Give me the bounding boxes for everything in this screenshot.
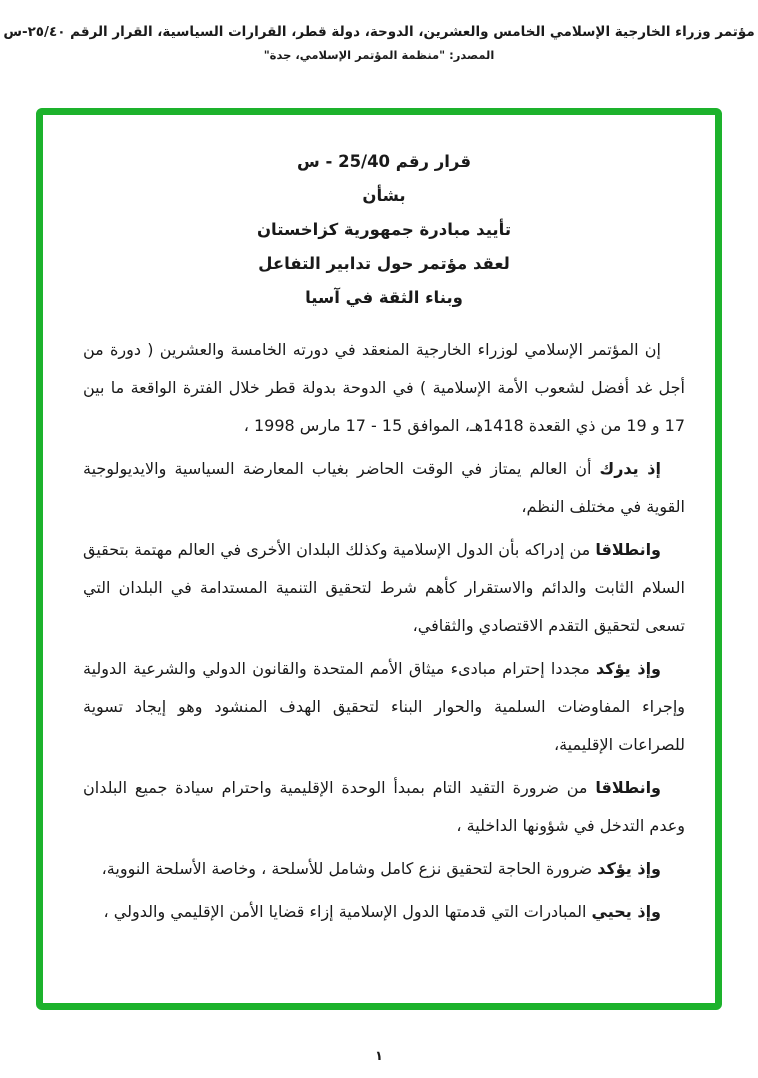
source-header <box>0 24 758 62</box>
source-citation: مؤتمر وزراء الخارجية الإسلامي الخامس والعشرين، الدوحة، دولة قطر، القرارات السياسية، القرار الرقم ٢٥/٤٠-س <box>3 24 755 40</box>
clause-text: من إدراكه بأن الدول الإسلامية وكذلك البلدان الأخرى في العالم مهتمة بتحقيق السلام الثابت والدائم والاستقرار كأهم شرط لتحقيق التنمية المستدامة في البلدان التي تسعى لتحقيق التقدم الاقتصادي والثقافي، <box>83 540 685 635</box>
clause-lead: وإذ يحيي <box>591 902 661 921</box>
clause-paragraph <box>83 893 685 931</box>
title-line-resolution-number: قرار رقم 25/40 - س <box>296 152 471 171</box>
clause-paragraph <box>83 769 685 845</box>
clause-text: مجددا إحترام مبادىء ميثاق الأمم المتحدة والقانون الدولي والشرعية الدولية وإجراء المفاوضات السلمية والحوار البناء لتحقيق الهدف المنشود وهو إيجاد تسوية للصراعات الإقليمية، <box>83 659 685 754</box>
title-line-regarding: بشأن <box>362 186 406 205</box>
clause-text: إن المؤتمر الإسلامي لوزراء الخارجية المنعقد في دورته الخامسة والعشرين ( دورة من أجل غد أفضل لشعوب الأمة الإسلامية ) في الدوحة بدولة قطر خلال الفترة الواقعة ما بين 17 و 19 من ذي القعدة 1418هـ، الموافق 15 - 17 مارس 1998 ، <box>83 340 685 435</box>
clause-text: أن العالم يمتاز في الوقت الحاضر بغياب المعارضة السياسية والايديولوجية القوية في مختلف النظم، <box>83 459 685 516</box>
clause-paragraph <box>83 331 685 445</box>
clause-text: المبادرات التي قدمتها الدول الإسلامية إزاء قضايا الأمن الإقليمي والدولي ، <box>103 902 587 921</box>
clause-paragraph <box>83 531 685 645</box>
clause-paragraph <box>83 450 685 526</box>
resolution-body <box>83 331 685 931</box>
clause-text: من ضرورة التقيد التام بمبدأ الوحدة الإقليمية واحترام سيادة جميع البلدان وعدم التدخل في شؤونها الداخلية ، <box>83 778 685 835</box>
title-line-subject-3: وبناء الثقة في آسيا <box>305 288 463 307</box>
clause-lead: وإذ يؤكد <box>597 859 661 878</box>
clause-paragraph <box>83 850 685 888</box>
clause-lead: وانطلاقا <box>595 778 661 797</box>
clause-text: ضرورة الحاجة لتحقيق نزع كامل وشامل للأسلحة ، وخاصة الأسلحة النووية، <box>101 859 593 878</box>
clause-paragraph <box>83 650 685 764</box>
clause-lead: وانطلاقا <box>595 540 661 559</box>
document-frame <box>36 108 722 1010</box>
clause-lead: وإذ يؤكد <box>596 659 661 678</box>
resolution-title <box>83 145 685 315</box>
page-number: ١ <box>375 1049 383 1064</box>
title-line-subject-2: لعقد مؤتمر حول تدابير التفاعل <box>258 254 510 273</box>
clause-lead: إذ يدرك <box>599 459 662 478</box>
title-line-subject-1: تأييد مبادرة جمهورية كزاخستان <box>256 220 512 239</box>
source-attribution: المصدر: "منظمة المؤتمر الإسلامي، جدة" <box>263 48 495 62</box>
